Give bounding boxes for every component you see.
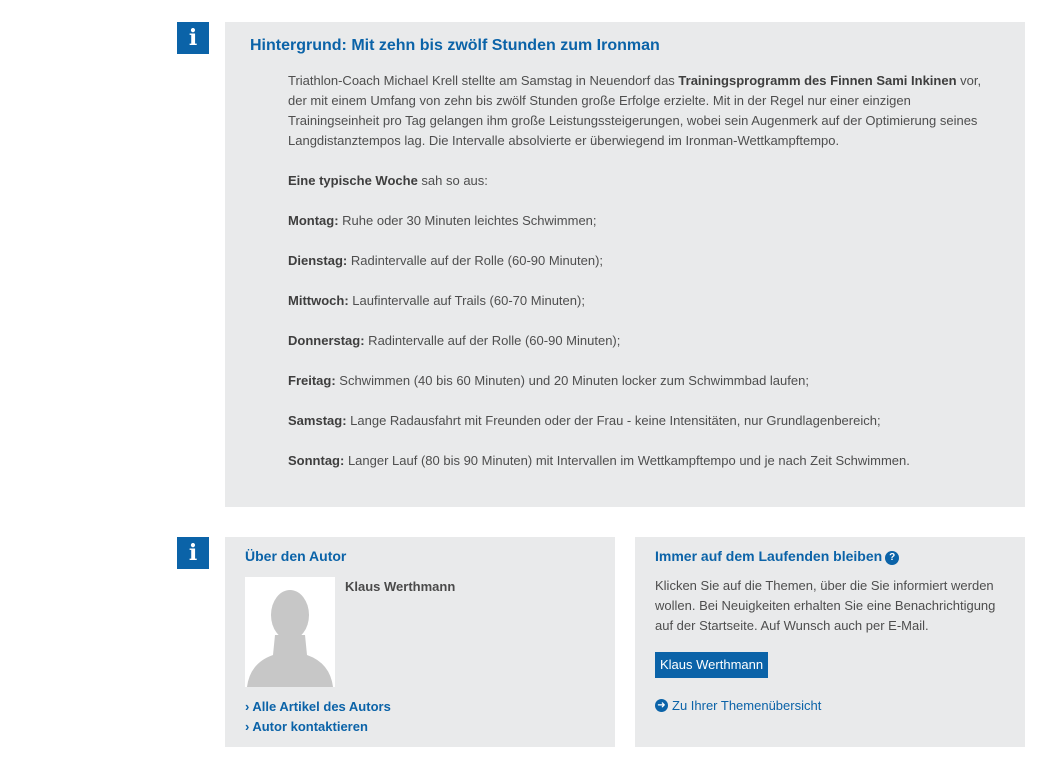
intro-paragraph: Triathlon-Coach Michael Krell stellte am Samstag in Neuendorf das Trainingsprogramm des Finnen Sami Inkinen vor, der mit einem Umfang von zehn bis zwölf Stunden große Erfolge erzielte. Mit in der Regel nur einer einzigen Trainingseinheit pro Tag gelangen ihm große Leistungssteigerungen, wobei sein Augenmerk auf der Optimierung seines Langdistanztempos lag. Die Intervalle absolvierte er überwiegend im Ironman-Wettkampftempo. [288,73,982,148]
avatar-placeholder-icon [245,577,335,687]
topic-tag-button[interactable]: Klaus Werthmann [655,652,768,678]
arrow-circle-right-icon: ➜ [655,699,668,712]
background-info-box [225,22,1025,507]
follow-title: Immer auf dem Laufenden bleiben ? [655,548,1005,565]
day-wednesday: Mittwoch: Laufintervalle auf Trails (60-70 Minuten); [288,293,585,308]
info-icon: i [177,537,209,569]
chevron-right-icon: › [245,719,250,734]
author-name: Klaus Werthmann [345,579,456,594]
intro-bold: Trainingsprogramm des Finnen Sami Inkinen [678,73,957,88]
follow-topics-box [635,537,1025,747]
background-title: Hintergrund: Mit zehn bis zwölf Stunden zum Ironman [250,37,660,54]
day-tuesday: Dienstag: Radintervalle auf der Rolle (60-90 Minuten); [288,253,604,268]
author-avatar [245,577,335,687]
week-heading: Eine typische Woche sah so aus: [288,173,488,188]
day-friday: Freitag: Schwimmen (40 bis 60 Minuten) und 20 Minuten locker zum Schwimmbad laufen; [288,373,809,388]
all-articles-link[interactable]: › Alle Artikel des Autors [245,697,391,717]
day-sunday: Sonntag: Langer Lauf (80 bis 90 Minuten) mit Intervallen im Wettkampftempo und je nach Zeit Schwimmen. [288,453,910,468]
topic-overview-link[interactable]: ➜ Zu Ihrer Themenübersicht [655,698,1005,713]
day-saturday: Samstag: Lange Radausfahrt mit Freunden oder der Frau - keine Intensitäten, nur Grundlagenbereich; [288,413,881,428]
info-icon: i [177,22,209,54]
day-thursday: Donnerstag: Radintervalle auf der Rolle (60-90 Minuten); [288,333,621,348]
question-circle-icon[interactable]: ? [885,551,899,565]
day-monday: Montag: Ruhe oder 30 Minuten leichtes Schwimmen; [288,213,597,228]
author-box [225,537,615,747]
chevron-right-icon: › [245,699,250,714]
background-body [288,71,988,471]
author-title: Über den Autor [245,548,347,564]
follow-text: Klicken Sie auf die Themen, über die Sie informiert werden wollen. Bei Neuigkeiten erhalten Sie eine Benachrichtigung auf der Startseite. Auf Wunsch auch per E-Mail. [655,578,996,633]
contact-author-link[interactable]: › Autor kontaktieren [245,717,391,737]
